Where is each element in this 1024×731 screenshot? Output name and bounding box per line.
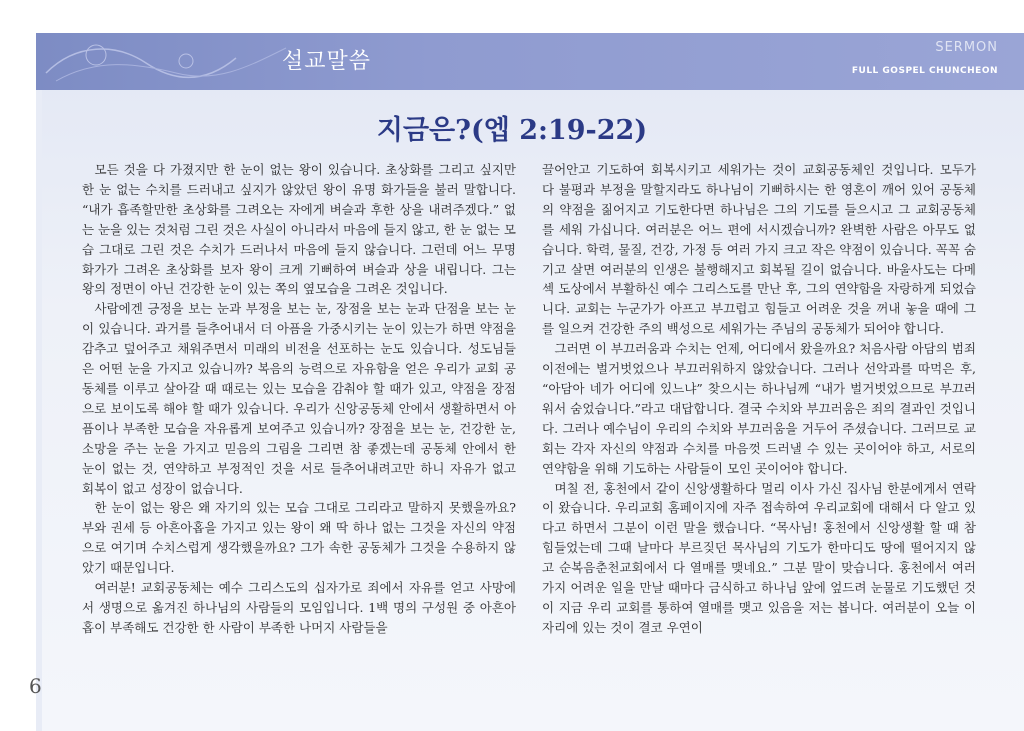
paragraph: 그러면 이 부끄러움과 수치는 언제, 어디에서 왔을까요? 처음사람 아담의 범죄 이전에는 벌거벗었으나 부끄러워하지 않았습니다. 그러나 선악과를 따먹은 후, “아담아 네가 어디에 있느냐” 찾으시는 하나님께 “내가 벌거벗었으므로 부끄러워서 숨었습니다.”라고 대답합니다. 결국 수치와 부끄러움은 죄의 결과인 것입니다. 그러나 예수님이 우리의 수치와 부끄러움을 거두어 주셨습니다. 그러므로 교회는 각자 자신의 약점과 수치를 마음껏 드러낼 수 있는 곳이어야 하고, 서로의 연약함을 위해 기도하는 사람들이 모인 곳이어야 합니다. [542, 341, 976, 476]
paragraph: 며칠 전, 홍천에서 같이 신앙생활하다 멀리 이사 가신 집사님 한분에게서 연락이 왔습니다. 우리교회 홈페이지에 자주 접속하여 우리교회에 대해서 다 알고 있다고 하면서 그분이 이런 말을 했습니다. “목사님! 홍천에서 신앙생활 할 때 참 힘들었는데 그때 날마다 부르짖던 목사님의 기도가 한마디도 땅에 떨어지지 않고 순복음춘천교회에서 다 열매를 맺네요.” 그분 말이 맞습니다. 홍천에서 여러 가지 어려운 일을 만날 때마다 금식하고 하나님 앞에 엎드려 눈물로 기도했던 것이 지금 우리 교회를 통하여 열매를 맺고 있음을 저는 봅니다. 여러분이 오늘 이 자리에 있는 것이 결코 우연이 [542, 480, 976, 635]
sermon-title: 지금은?(엡 2:19-22) [376, 115, 648, 146]
paragraph-continuation: 끌어안고 기도하여 회복시키고 세워가는 것이 교회공동체인 것입니다. 모두가 다 불평과 부정을 말할지라도 하나님이 기뻐하시는 한 영혼이 깨어 있어 공동체의 약점을 짊어지고 기도한다면 하나님은 그의 기도를 들으시고 그 교회공동체를 세워 가십니다. 여러분은 어느 편에 서시겠습니까? 완벽한 사람은 아무도 없습니다. 학력, 물질, 건강, 가정 등 여러 가지 크고 작은 약점이 있습니다. 꼭꼭 숨기고 살면 여러분의 인생은 불행해지고 회복될 길이 없습니다. 바울사도는 다메섹 도상에서 부활하신 예수 그리스도를 만난 후, 그의 연약함을 자랑하게 되었습니다. 교회는 누군가가 아프고 부끄럽고 힘들고 어려운 것을 꺼내 놓을 때에 그를 일으켜 건강한 주의 백성으로 세워가는 주님의 공동체가 되어야 합니다. [542, 162, 976, 337]
church-name: FULL GOSPEL CHUNCHEON [851, 66, 998, 76]
paragraph: 여러분! 교회공동체는 예수 그리스도의 십자가로 죄에서 자유를 얻고 사망에서 생명으로 옮겨진 하나님의 사람들의 모임입니다. 1백 명의 구성원 중 아흔아홉이 부족해도 건강한 한 사람이 부족한 나머지 사람들을 [82, 580, 516, 635]
right-column [542, 160, 976, 638]
page-number: 6 [29, 674, 42, 698]
ornament-swirl-icon [36, 33, 296, 90]
paragraph: 사람에겐 긍정을 보는 눈과 부정을 보는 눈, 장점을 보는 눈과 단점을 보는 눈이 있습니다. 과거를 들추어내서 더 아픔을 가중시키는 눈이 있는가 하면 약점을 감추고 덮어주고 채워주면서 미래의 비전을 선포하는 눈도 있습니다. 성도님들은 어떤 눈을 가지고 있습니까? 복음의 능력으로 자유함을 얻은 우리가 교회 공동체를 이루고 살아갈 때 때로는 있는 모습을 감춰야 할 때가 있고, 약점을 장점으로 보이도록 해야 할 때가 있습니다. 우리가 신앙공동체 안에서 생활하면서 아픔이나 부족한 모습을 자유롭게 보여주고 있습니까? 장점을 보는 눈, 건강한 눈, 소망을 주는 눈을 가지고 믿음의 그림을 그리면 참 좋겠는데 공동체 안에서 한 눈이 없는 것, 연약하고 부정적인 것을 서로 들추어내려고만 하니 자유가 없고 회복이 없고 성장이 없습니다. [82, 301, 516, 496]
paragraph: 모든 것을 다 가졌지만 한 눈이 없는 왕이 있습니다. 초상화를 그리고 싶지만 한 눈 없는 수치를 드러내고 싶지가 않았던 왕이 유명 화가들을 불러 말합니다. “내가 흡족할만한 초상화를 그려오는 자에게 벼슬과 후한 상을 내려주겠다.” 없는 눈을 있는 것처럼 그린 것은 사실이 아니라서 마음에 들지 않고, 한 눈 없는 모습 그대로 그린 것은 수치가 드러나서 마음에 들지 않습니다. 그런데 어느 무명 화가가 그려온 초상화를 보자 왕이 크게 기뻐하여 벼슬과 상을 내립니다. 그는 왕의 정면이 아닌 건강한 눈이 있는 쪽의 옆모습을 그려온 것입니다. [82, 162, 516, 297]
page-edge [36, 90, 42, 731]
brand-label: SERMON [935, 40, 998, 55]
section-title: 설교말씀 [282, 49, 372, 74]
left-column [82, 160, 516, 638]
paragraph: 한 눈이 없는 왕은 왜 자기의 있는 모습 그대로 그리라고 말하지 못했을까요? 부와 권세 등 아흔아홉을 가지고 있는 왕이 왜 딱 하나 없는 그것을 자신의 약점으로 여기며 수치스럽게 생각했을까요? 그가 속한 공동체가 그것을 수용하지 않았기 때문입니다. [82, 500, 516, 576]
